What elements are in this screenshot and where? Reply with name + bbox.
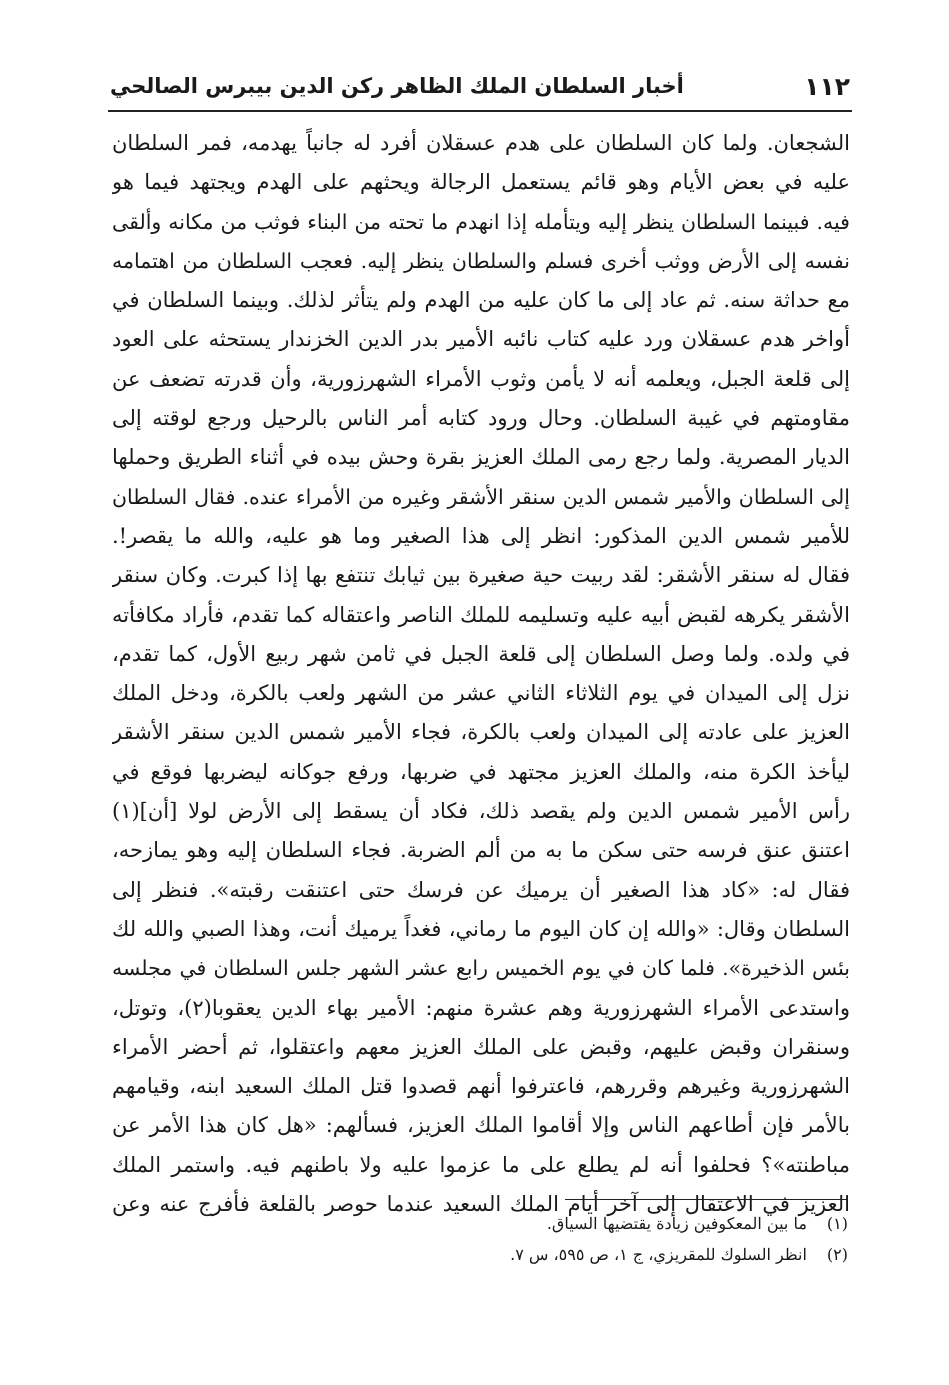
footnote-text: ما بين المعكوفين زيادة يقتضيها السياق. (546, 1214, 807, 1233)
text-line: بئس الذخيرة». فلما كان في يوم الخميس رابع عشر الشهر جلس السلطان في مجلسه (112, 956, 850, 981)
text-line: إلى السلطان والأمير شمس الدين سنقر الأشقر وغيره من الأمراء عنده. فقال السلطان (112, 484, 850, 509)
text-line: وسنقران وقبض عليهم، وقبض على الملك العزيز معهم واعتقلوا، ثم أحضر الأمراء (112, 1034, 850, 1059)
text-line: نفسه إلى الأرض ووثب أخرى فسلم والسلطان ينظر إليه. فعجب السلطان من اهتمامه (112, 248, 850, 273)
text-line: مقاومتهم في غيبة السلطان. وحال ورود كتابه أمر الناس بالرحيل ورجع لوقته إلى (112, 406, 850, 431)
text-line: واستدعى الأمراء الشهرزورية وهم عشرة منهم: الأمير بهاء الدين يعقوبا(٢)، وتوتل، (112, 995, 850, 1020)
footnote-number: (٢) (826, 1245, 848, 1264)
text-line: في ولده. ولما وصل السلطان إلى قلعة الجبل في ثامن شهر ربيع الأول، كما تقدم، (112, 641, 850, 666)
footnote (300, 1239, 848, 1270)
text-line: ليأخذ الكرة منه، والملك العزيز مجتهد في ضربها، ورفع جوكانه ليضربها فوقع في (112, 759, 850, 784)
text-line: العزيز على عادته إلى الميدان ولعب بالكرة، فجاء الأمير شمس الدين سنقر الأشقر (112, 720, 850, 745)
footnotes (300, 1208, 848, 1270)
text-line: للأمير شمس الدين المذكور: انظر إلى هذا الصغير وما هو عليه، والله ما يقصر!. (112, 523, 850, 548)
text-line: فقال له سنقر الأشقر: لقد ربيت حية صغيرة بين ثيابك تنتفع بها إذا كبرت. وكان سنقر (112, 563, 850, 588)
text-line: الأشقر يكرهه لقبض أبيه عليه وتسليمه للملك الناصر واعتقاله كما تقدم، فأراد مكافأته (112, 602, 850, 627)
text-line: العزيز في الاعتقال إلى آخر أيام الملك السعيد عندما حوصر بالقلعة فأفرج عنه وعن (112, 1192, 850, 1217)
text-line: عليه في بعض الأيام وهو قائم يستعمل الرجالة ويحثهم على الهدم ويجتهد فيما هو (112, 170, 850, 195)
text-line: مع حداثة سنه. ثم عاد إلى ما كان عليه من الهدم ولم يتأثر لذلك. وبينما السلطان في (112, 288, 850, 313)
text-line: فيه. فبينما السلطان ينظر إليه ويتأمله إذا انهدم ما تحته من البناء فوثب من مكانه وألقى (112, 209, 850, 234)
page-number: ١١٢ (804, 72, 850, 101)
text-line: رأس الأمير شمس الدين ولم يقصد ذلك، فكاد أن يسقط إلى الأرض لولا [أن](١) (112, 799, 850, 824)
text-line: الشجعان. ولما كان السلطان على هدم عسقلان أفرد له جانباً يهدمه، فمر السلطان (112, 131, 850, 155)
text-line: نزل إلى الميدان في يوم الثلاثاء الثاني عشر من الشهر ولعب بالكرة، ودخل الملك (112, 681, 850, 706)
footnote-rule (565, 1199, 848, 1200)
page-header (110, 68, 850, 108)
text-line: الشهرزورية وغيرهم وقررهم، فاعترفوا أنهم قصدوا قتل الملك السعيد ابنه، وقيامهم (112, 1074, 850, 1099)
text-line: أواخر هدم عسقلان ورد عليه كتاب نائبه الأمير بدر الدين الخزندار يستحثه على العود (112, 327, 850, 352)
footnote-number: (١) (826, 1214, 848, 1233)
text-line: السلطان وقال: «والله إن كان اليوم ما رماني، فغداً يرميك أنت، وهذا الصبي والله لك (112, 916, 850, 941)
text-line: بالأمر فإن أطاعهم الناس وإلا أقاموا الملك العزيز، فسألهم: «هل كان هذا الأمر عن (112, 1113, 850, 1138)
running-title: أخبار السلطان الملك الظاهر ركن الدين بيبرس الصالحي (110, 74, 684, 98)
text-line: فقال له: «كاد هذا الصغير أن يرميك عن فرسك حتى اعتنقت رقبته». فنظر إلى (112, 877, 850, 902)
header-rule (108, 110, 852, 112)
text-line: الديار المصرية. ولما رجع رمى الملك العزيز بقرة وحش بيده في أثناء الطريق وحملها (112, 445, 850, 470)
text-line: إلى قلعة الجبل، ويعلمه أنه لا يأمن وثوب الأمراء الشهرزورية، وأن قدرته تضعف عن (112, 366, 850, 391)
text-line: اعتنق عنق فرسه حتى سكن ما به من ألم الضربة. فجاء السلطان إليه وهو يمازحه، (112, 838, 850, 863)
body-text (112, 124, 850, 1224)
footnote (300, 1208, 848, 1239)
footnote-text: انظر السلوك للمقريزي، ج ١، ص ٥٩٥، س ٧. (510, 1245, 807, 1264)
text-line: مباطنته»؟ فحلفوا أنه لم يطلع على ما عزموا عليه ولا باطنهم فيه. واستمر الملك (112, 1152, 850, 1177)
